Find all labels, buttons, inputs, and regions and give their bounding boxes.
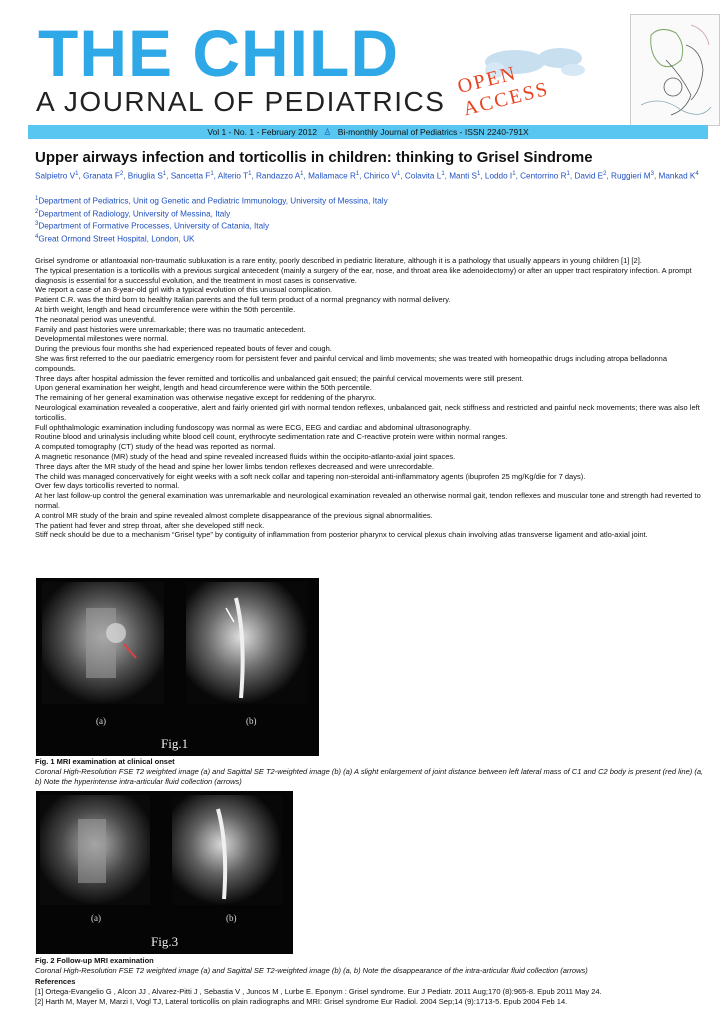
author-name: Mallamace R: [308, 171, 356, 181]
body-paragraph: Developmental milestones were normal.: [35, 334, 169, 344]
author-name: Alterio T: [217, 171, 249, 181]
body-paragraph: A magnetic resonance (MR) study of the head and spine revealed increased fluids within the occipito-atlanto-axial joint spaces.: [35, 451, 456, 461]
author-name: David E: [574, 171, 604, 181]
body-paragraph: Upon general examination her weight, length and head circumference were within the 50th percentile.: [35, 383, 372, 393]
figure-2-caption: Coronal High-Resolution FSE T2 weighted image (a) and Sagittal SE T2-weighted image (b) (a, b) Note the disappearance of the intra-articular fluid collection (arrows): [35, 966, 588, 975]
figure-1-panel-a: (a): [96, 716, 106, 726]
journal-title: THE CHILD: [38, 16, 399, 90]
body-paragraph: Three days after the MR study of the head and spine her lower limbs tendon reflexes decreased and were unrecordable.: [35, 461, 434, 471]
article-body: [35, 256, 709, 540]
figure-1-image: [36, 578, 319, 756]
author-affiliation-sup: 2: [603, 171, 607, 177]
author-affiliation-sup: 1: [512, 171, 516, 177]
affiliation-sup: 1: [35, 196, 39, 202]
mother-child-illustration: [630, 14, 720, 126]
affiliation-text: Department of Formative Processes, University of Catania, Italy: [38, 221, 270, 231]
author-name: Chirico V: [363, 171, 397, 181]
body-paragraph: At birth weight, length and head circumference were within the 50th percentile.: [35, 304, 296, 314]
mri-scan-icon: [36, 791, 293, 954]
references-list: [35, 987, 710, 1007]
author-affiliation-sup: 1: [162, 171, 167, 177]
body-paragraph: The neonatal period was uneventful.: [35, 314, 156, 324]
body-paragraph: A computed tomography (CT) study of the head was reported as normal.: [35, 442, 276, 452]
journal-subtitle: A JOURNAL OF PEDIATRICS: [36, 86, 446, 117]
body-paragraph: Patient C.R. was the third born to healthy Italian parents and the full term product of a normal pregnancy with normal delivery.: [35, 295, 451, 305]
author-name: Randazzo A: [256, 171, 301, 181]
author-name: Sancetta F: [170, 171, 211, 181]
figure-1-label: Fig.1: [161, 736, 189, 751]
author-name: Granata F: [82, 171, 120, 181]
affiliation-4: [35, 231, 715, 246]
body-paragraph: Over few days torticollis reverted to normal.: [35, 481, 180, 491]
author-affiliation-sup: 1: [396, 171, 401, 177]
body-paragraph: Family and past histories were unremarkable; there was no traumatic antecedent.: [35, 324, 306, 334]
references-heading: References: [35, 977, 76, 986]
figure-2-panel-b: (b): [226, 913, 237, 923]
open-access-badge: OPEN ACCESS: [455, 62, 552, 121]
author-name: Briuglia S: [127, 171, 163, 181]
author-affiliation-sup: 1: [300, 171, 304, 177]
figure-2-panel-a: (a): [91, 913, 101, 923]
body-paragraph: Three days after hospital admission the fever remitted and torticollis and unbalanced gait ensued; the painful cervical movements were still present.: [35, 373, 524, 383]
figure-2-caption-title: Fig. 2 Follow-up MRI examination: [35, 956, 154, 965]
mri-scan-icon: [36, 578, 319, 756]
author-affiliation-sup: 1: [476, 171, 481, 177]
body-paragraph: During the previous four months she had experienced repeated bouts of fever and cough.: [35, 344, 332, 354]
person-icon: ♙: [323, 127, 332, 137]
author-affiliation-sup: 1: [355, 171, 360, 177]
body-paragraph: She was first referred to the our paediatric emergency room for persistent fever and painful cervical and limb movements; she was treated with homeopathic drugs including atropa belladonna compounds.: [35, 353, 667, 373]
affiliation-text: Great Ormond Street Hospital, London, UK: [38, 234, 195, 244]
body-paragraph: Stiff neck should be due to a mechanism “Grisel type” by contiguity of inflammation from posterior pharynx to cervical plexus chain involving atlas transverse ligament and atlo-axial joint.: [35, 530, 648, 540]
body-paragraph: The child was managed concervatively for eight weeks with a soft neck collar and tapering non-steroidal anti-inflammatory agents (ibuprofen 25 mg/Kg/die for 7 days).: [35, 471, 586, 481]
author-affiliation-sup: 1: [566, 171, 570, 177]
author-name: Centorrino R: [520, 171, 567, 181]
reference-item: [2] Harth M, Mayer M, Marzi I, Vogl TJ, Lateral torticollis on plain radiographs and MRI: Grisel syndrome Eur Radiol. 2004 Sep;14 (9):1713-5. Epub 2004 Feb 14.: [35, 996, 568, 1006]
figure-2-image: [36, 791, 293, 954]
figure-1-panel-b: (b): [246, 716, 257, 726]
reference-item: [1] Ortega-Evangelio G , Alcon JJ , Alvarez-Pitti J , Sebastia V , Juncos M , Lurbe E. Eponym : Grisel syndrome. Eur J Pediatr. 2011 Aug;170 (8):965-8. Epub 2011 May 24.: [35, 987, 602, 996]
figure-1-caption: Coronal High-Resolution FSE T2 weighted image (a) and Sagittal SE T2-weighted image (b) (a) A slight enlargement of joint distance between left lateral mass of C1 and C2 body is present (red line) (a, b) Note the hyperintense intra-articular fluid collection (arrows): [35, 767, 704, 786]
body-paragraph: At her last follow-up control the general examination was unremarkable and neurological examination revealed an otherwise normal gait, tendon reflexes and muscular tone and strength had reverted to normal.: [35, 491, 701, 510]
open-access-logo: [455, 40, 605, 120]
body-paragraph: A control MR study of the brain and spine revealed almost complete disappearance of the previous signal abnormalities.: [35, 510, 433, 520]
author-affiliation-sup: 1: [210, 171, 214, 177]
body-paragraph: The typical presentation is a torticollis with a previous surgical antecedent (mainly a surgery of the ear, nose, and throat area like adenoidectomy) or after an upper tract respiratory infection. A prompt diagnosis is essential for a successful evolution, and the treatment in most cases is conservative.: [35, 265, 692, 285]
author-affiliation-sup: 4: [695, 171, 699, 177]
body-paragraph: We report a case of an 8-year-old girl with a typical evolution of this unusual complication.: [35, 285, 333, 295]
author-name: Loddo I: [484, 171, 513, 181]
affiliation-text: Department of Pediatrics, Unit og Genetic and Pediatric Immunology, University of Messina, Italy: [38, 196, 388, 206]
author-name: Salpietro V: [35, 171, 76, 181]
author-affiliation-sup: 3: [650, 171, 654, 177]
author-affiliation-sup: 1: [441, 171, 445, 177]
affiliation-sup: 4: [35, 234, 39, 240]
body-paragraph: Routine blood and urinalysis including white blood cell count, erythrocyte sedimentation rate and C-reactive protein were within normal ranges.: [35, 432, 508, 442]
issue-volume: Vol 1 - No. 1 - February 2012: [207, 127, 317, 137]
issue-band: [28, 125, 708, 139]
issue-journal-info: Bi-monthly Journal of Pediatrics - ISSN 2240-791X: [337, 127, 529, 137]
affiliation-text: Department of Radiology, University of Messina, Italy: [38, 209, 231, 219]
author-name: Manti S: [449, 171, 477, 181]
body-paragraph: The remaining of her general examination was otherwise negative except for reddening of the pharynx.: [35, 393, 377, 403]
figure-2-label: Fig.3: [151, 934, 179, 949]
affiliation-sup: 2: [35, 209, 39, 215]
body-paragraph: The patient had fever and strep throat, after she developed stiff neck.: [35, 520, 265, 530]
article-title: Upper airways infection and torticollis in children: thinking to Grisel Sindrome: [35, 149, 593, 166]
figure-1-caption-title: Fig. 1 MRI examination at clinical onset: [35, 757, 175, 766]
body-paragraph: Neurological examination revealed a cooperative, alert and fairly oriented girl with normal tendon reflexes, unbalanced gait, neck stiffness and restricted and painful neck movements; there was also left torticollis.: [35, 402, 700, 422]
author-affiliation-sup: 1: [75, 171, 79, 177]
mother-child-drawing-icon: [631, 15, 719, 125]
author-affiliation-sup: 1: [248, 171, 252, 177]
body-paragraph: Full ophthalmologic examination including fundoscopy was normal as were ECG, EEG and cardiac and abdominal ultrasonography.: [35, 422, 471, 432]
body-paragraph: Grisel syndrome or atlantoaxial non-traumatic subluxation is a rare entity, poorly described in pediatric literature, although it is a pathology that usually appears in young children [1] [2].: [35, 256, 642, 265]
affiliation-sup: 3: [35, 221, 39, 227]
author-name: Ruggieri M: [611, 171, 651, 181]
author-list: Salpietro $V^1$, Granata $F^2$, Briuglia $S^1$, Sancetta $F^1$, Alterio $T^1$, Randazzo $A^1$, Mallamace $R^1$, Chirico $V^1$, Colavita $L^1$, Manti $S^1$, Loddo $I^1$, Centorrino $R^1$, David $E^2$, Ruggieri $M^3$, Mankad $K^4$: [35, 171, 699, 181]
author-name: Mankad K: [658, 171, 696, 181]
author-name: Colavita L: [404, 171, 442, 181]
author-affiliation-sup: 2: [119, 171, 124, 177]
